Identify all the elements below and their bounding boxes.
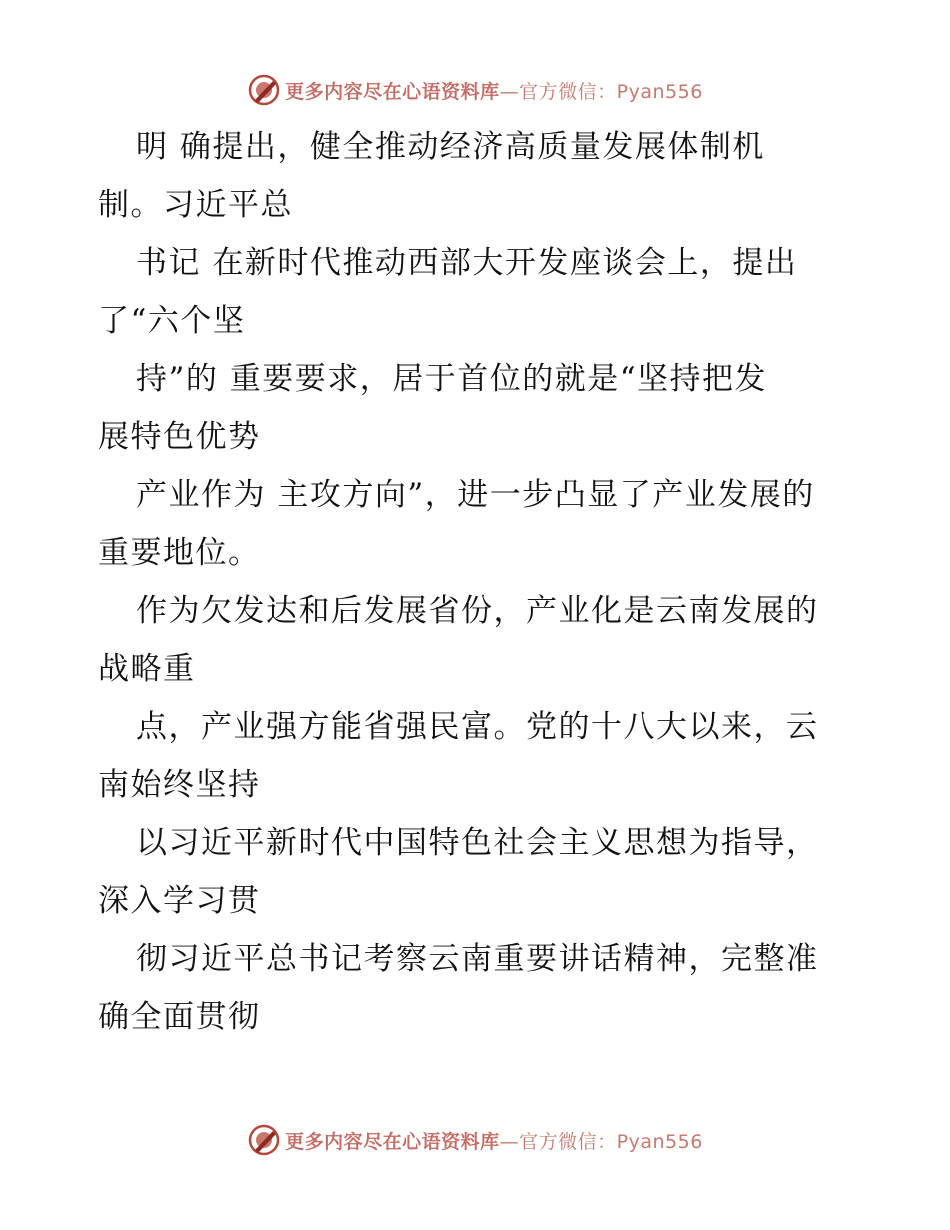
text-line: 持”的 重要要求，居于首位的就是“坚持把发 bbox=[136, 361, 768, 397]
text-line: 展特色优势 bbox=[98, 419, 261, 455]
text-line: 以习近平新时代中国特色社会主义思想为指导， bbox=[136, 825, 819, 861]
footer-banner-main: 更多内容尽在心语资料库 bbox=[285, 1130, 500, 1153]
red-pen-circle-logo-icon bbox=[247, 73, 281, 107]
footer-banner-rest: —官方微信：Pyan556 bbox=[499, 1130, 703, 1153]
text-line: 彻习近平总书记考察云南重要讲话精神，完整准 bbox=[136, 941, 819, 977]
text-line: 作为欠发达和后发展省份，产业化是云南发展的 bbox=[136, 593, 819, 629]
text-line: 制。习近平总 bbox=[98, 187, 293, 223]
document-body bbox=[98, 118, 858, 1046]
footer-banner bbox=[0, 1120, 950, 1160]
text-line: 确全面贯彻 bbox=[98, 999, 261, 1035]
header-banner-text bbox=[285, 77, 703, 104]
text-line: 点，产业强方能省强民富。党的十八大以来，云 bbox=[136, 709, 819, 745]
footer-banner-text bbox=[285, 1127, 703, 1154]
header-banner bbox=[0, 70, 950, 110]
text-line: 产业作为 主攻方向”，进一步凸显了产业发展的 bbox=[136, 477, 815, 513]
text-line: 深入学习贯 bbox=[98, 883, 261, 919]
header-banner-main: 更多内容尽在心语资料库 bbox=[285, 80, 500, 103]
text-line: 书记 在新时代推动西部大开发座谈会上，提出 bbox=[136, 245, 798, 281]
header-banner-rest: —官方微信：Pyan556 bbox=[499, 80, 703, 103]
text-line: 了“六个坚 bbox=[98, 303, 246, 339]
red-pen-circle-logo-icon bbox=[247, 1123, 281, 1157]
text-line: 战略重 bbox=[98, 651, 196, 687]
text-line: 明 确提出，健全推动经济高质量发展体制机 bbox=[136, 129, 765, 165]
text-line: 重要地位。 bbox=[98, 535, 261, 571]
text-line: 南始终坚持 bbox=[98, 767, 261, 803]
